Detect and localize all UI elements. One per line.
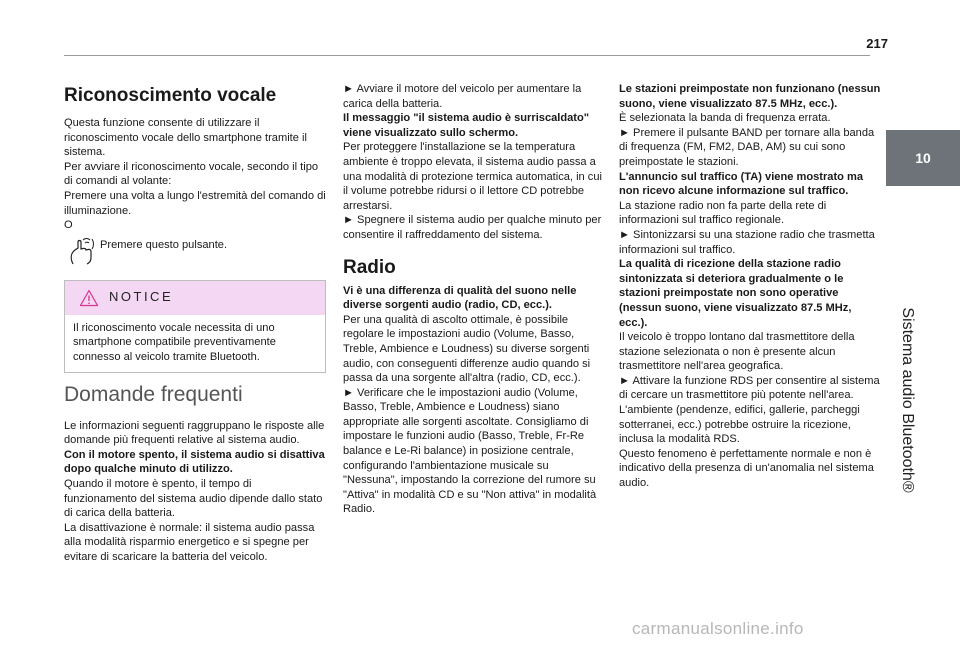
paragraph: ► Attivare la funzione RDS per consentire al sistema di cercare un trasmettitore più potente nell'area. xyxy=(619,374,880,402)
paragraph: Questo fenomeno è perfettamente normale e non è indicativo della presenza di un'anomalia nel sistema audio. xyxy=(619,447,874,490)
chapter-number: 10 xyxy=(915,150,931,166)
faq-question: Le stazioni preimpostate non funzionano (nessun suono, viene visualizzato 87.5 MHz, ecc.). xyxy=(619,83,881,110)
paragraph: ► Verificare che le impostazioni audio (Volume, Basso, Treble, Ambience e Loudness) siano appropriate alle sorgenti ascoltate. Consigliamo di impostare le funzioni audio (Basso, Treble, Fr-Re balance e Le-Ri balance) in posizione centrale, configurando l'ambientazione musicale su "Nessuna", impostando la correzione del rumore su "Attiva" in modalità CD e su "Non attiva" in modalità Radio. xyxy=(343,386,597,516)
column-1 xyxy=(64,82,326,564)
paragraph: ► Avviare il motore del veicolo per aumentare la carica della batteria. xyxy=(343,83,582,110)
paragraph: Quando il motore è spento, il tempo di funzionamento del sistema audio dipende dallo stato di carica della batteria. xyxy=(64,477,323,520)
paragraph: ► Premere il pulsante BAND per tornare alla banda di frequenza (FM, FM2, DAB, AM) su cui sono preimpostate le stazioni. xyxy=(619,126,875,168)
press-text: Premere questo pulsante. xyxy=(100,238,228,251)
section-heading-voice: Riconoscimento vocale xyxy=(64,85,277,106)
section-heading-faq: Domande frequenti xyxy=(64,382,243,406)
paragraph: La disattivazione è normale: il sistema audio passa alla modalità risparmio energetico e si spegne per evitare di scaricare la batteria del veicolo. xyxy=(64,521,315,563)
paragraph: Il veicolo è troppo lontano dal trasmettitore della stazione selezionata o non è presente alcun trasmettitore nell'area geografica. xyxy=(619,331,855,373)
chapter-title: Sistema audio Bluetooth® xyxy=(899,307,916,493)
paragraph: Premere una volta a lungo l'estremità del comando di illuminazione. xyxy=(64,189,326,217)
paragraph: Per una qualità di ascolto ottimale, è possibile regolare le impostazioni audio (Volume, Basso, Treble, Ambience e Loudness) su diverse sorgenti audio, con conseguenti differenze audio quando si passa da una sorgente all'altra (radio, CD, ecc.). xyxy=(343,313,591,385)
press-instruction xyxy=(64,236,326,266)
faq-question: La qualità di ricezione della stazione radio sintonizzata si deteriora gradualmente o le stazioni preimpostate non sono operative (nessun suono, viene visualizzato 87.5 MHz, ecc.). xyxy=(619,258,852,329)
paragraph: Per avviare il riconoscimento vocale, secondo il tipo di comandi al volante: xyxy=(64,160,319,188)
paragraph: O xyxy=(64,219,73,232)
watermark: carmanualsonline.info xyxy=(632,619,804,638)
paragraph: L'ambiente (pendenze, edifici, gallerie, parcheggi sotterranei, ecc.) potrebbe ostruire la ricezione, inclusa la modalità RDS. xyxy=(619,404,860,446)
header-rule xyxy=(64,55,870,56)
column-2 xyxy=(343,82,605,517)
notice-box xyxy=(64,280,326,373)
faq-question: L'annuncio sul traffico (TA) viene mostrato ma non ricevo alcune informazione sul traffico. xyxy=(619,170,864,198)
notice-title: NOTICE xyxy=(109,289,174,305)
paragraph: Le informazioni seguenti raggruppano le risposte alle domande più frequenti relative al sistema audio. xyxy=(64,419,325,447)
page-number: 217 xyxy=(866,36,888,51)
faq-question: Con il motore spento, il sistema audio si disattiva dopo qualche minuto di utilizzo. xyxy=(64,448,325,476)
faq-question: Il messaggio "il sistema audio è surriscaldato" viene visualizzato sullo schermo. xyxy=(343,112,590,139)
notice-text: Il riconoscimento vocale necessita di uno smartphone compatibile preventivamente connesso al veicolo tramite Bluetooth. xyxy=(73,321,276,363)
section-heading-radio: Radio xyxy=(343,256,396,278)
paragraph: ► Spegnere il sistema audio per qualche minuto per consentire il raffreddamento del sistema. xyxy=(343,214,602,241)
paragraph: È selezionata la banda di frequenza errata. xyxy=(619,112,831,125)
faq-question: Vi è una differenza di qualità del suono nelle diverse sorgenti audio (radio, CD, ecc.). xyxy=(343,284,577,312)
paragraph: La stazione radio non fa parte della rete di informazioni sul traffico regionale. xyxy=(619,199,827,227)
chapter-tab xyxy=(886,130,960,186)
warning-icon xyxy=(79,289,99,307)
column-3 xyxy=(619,82,881,491)
paragraph: Questa funzione consente di utilizzare il riconoscimento vocale dello smartphone tramite il sistema. xyxy=(64,117,307,159)
notice-header xyxy=(65,281,325,315)
voice-command-button-icon xyxy=(64,236,100,266)
paragraph: Per proteggere l'installazione se la temperatura ambiente è troppo elevata, il sistema audio passa a una modalità di protezione termica automatica, in cui il volume potrebbe ridursi o il lettore CD potrebbe arrestarsi. xyxy=(343,141,602,212)
paragraph: ► Sintonizzarsi su una stazione radio che trasmetta informazioni sul traffico. xyxy=(619,228,875,256)
